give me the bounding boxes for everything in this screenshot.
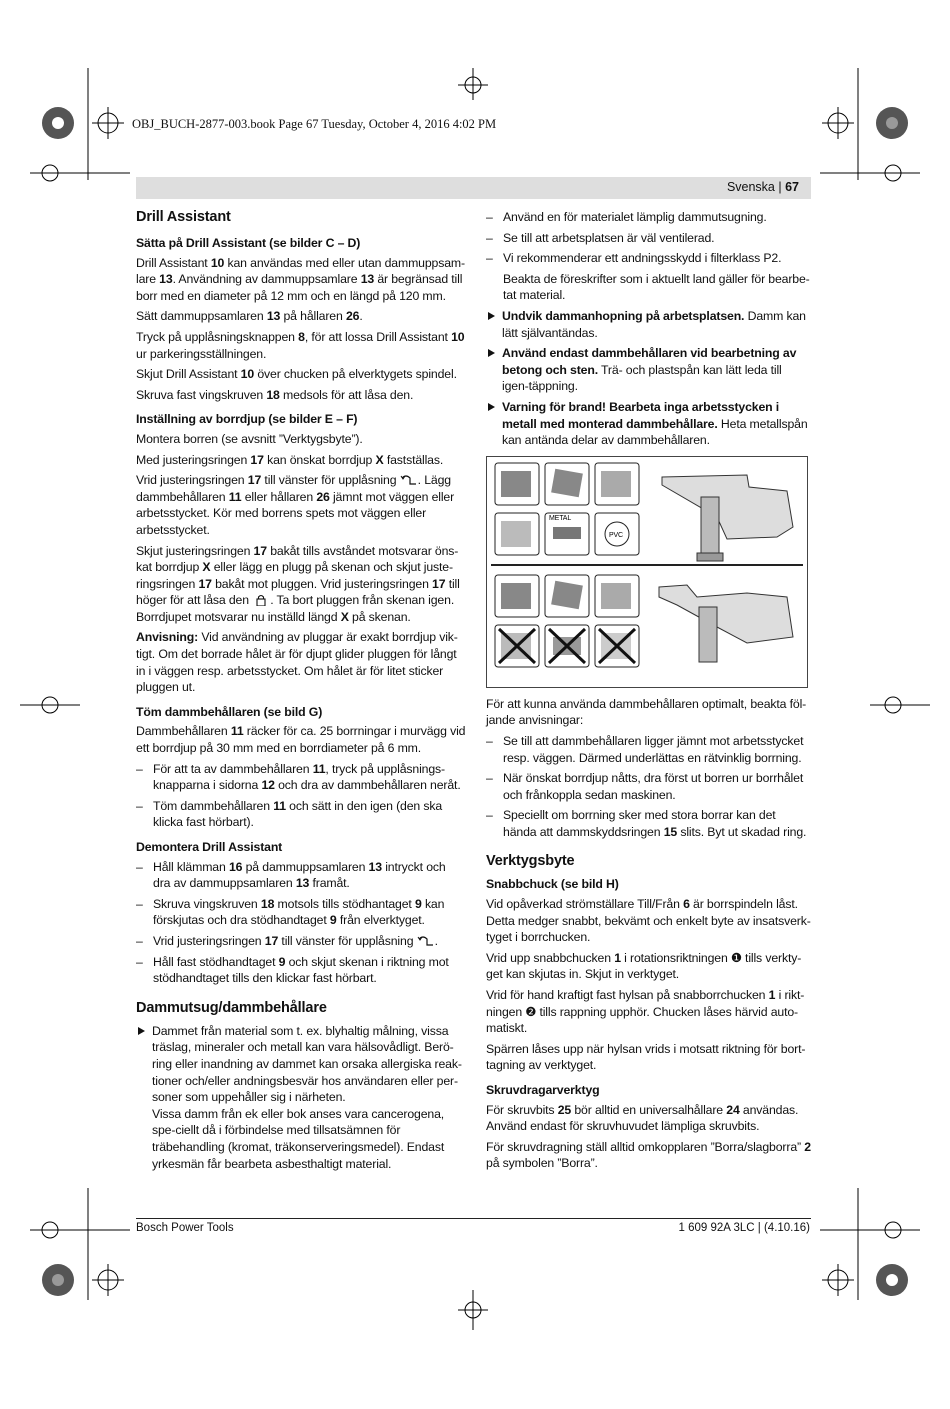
metal-label: METAL — [549, 514, 572, 522]
pvc-label: PVC — [609, 531, 623, 539]
paragraph: Vrid för hand kraftigt fast hylsan på snabborrchucken 1 i rikt-ningen ❷ tills rappning upphör. Chucken låses härvid auto-matiskt. — [486, 988, 805, 1036]
unlock-rotate-icon — [400, 474, 418, 486]
warning-item: Använd endast dammbehållaren vid bearbetning av betong och sten. Trä- och plastspån kan lätt leda till igen-täppning. — [486, 345, 811, 395]
footer-divider — [136, 1218, 811, 1219]
header-separator: | — [774, 180, 786, 194]
paragraph: Vrid justeringsringen 17 till vänster för upplåsning . Lägg dammbehållaren 11 eller hållaren 26 jämnt mot väggen eller arbetsstycket. Kör med borrens spets mot väggen eller arbetsstycket. — [136, 473, 455, 537]
heading-mount: Sätta på Drill Assistant (se bilder C – D) — [136, 236, 361, 250]
list-item: – Se till att dammbehållaren ligger jämnt mot arbetsstycket resp. väggen. Därmed underlättas en rätvinklig borrning. — [486, 733, 811, 766]
heading-screwdriver: Skruvdragarverktyg — [486, 1083, 600, 1097]
page-header-text — [727, 180, 799, 194]
warning-item: Undvik dammanhopning på arbetsplatsen. Damm kan lätt självantändas. — [486, 308, 811, 341]
list-item: – Se till att arbetsplatsen är väl ventilerad. — [486, 230, 811, 247]
paragraph: Skjut Drill Assistant 10 över chucken på elverktygets spindel. — [136, 367, 457, 382]
page-number: 67 — [785, 180, 799, 194]
list-item: – När önskat borrdjup nåtts, dra först ut borren ur borrhålet och frånkoppla sedan maskinen. — [486, 770, 811, 803]
footer-doc-number: 1 609 92A 3LC | (4.10.16) — [678, 1222, 810, 1234]
list-item: – Töm dammbehållaren 11 och sätt in den igen (den ska klicka fast hörbart). — [136, 798, 466, 831]
paragraph: Beakta de föreskrifter som i aktuellt land gäller för bearbe-tat material. — [503, 271, 810, 303]
paragraph: Vrid upp snabbchucken 1 i rotationsriktningen ❶ tills verkty-get kan skjutas in. Skjut in verktyget. — [486, 950, 802, 982]
list-item: – Håll fast stödhandtaget 9 och skjut skenan i riktning mot stödhandtaget tills den klickar fast hörbart. — [136, 954, 466, 987]
material-illustration — [486, 456, 808, 688]
paragraph: För skruvbits 25 bör alltid en universalhållare 24 användas. Använd endast för skruvhuvudet lämpliga skruvbits. — [486, 1102, 799, 1134]
heading-remove: Demontera Drill Assistant — [136, 840, 283, 854]
header-language: Svenska — [726, 180, 775, 194]
paragraph: Montera borren (se avsnitt ”Verktygsbyte”). — [136, 431, 363, 446]
unlock-rotate-icon — [417, 935, 435, 947]
left-column — [136, 208, 466, 1176]
paragraph: Sätt dammuppsamlaren 13 på hållaren 26. — [136, 309, 363, 324]
paragraph: Drill Assistant 10 kan användas med eller utan dammuppsam-lare 13. Användning av dammuppsamlare 13 är begränsad till borr med en diameter på 12 mm och en längd på 120 mm. — [136, 255, 465, 303]
paragraph: Skjut justeringsringen 17 bakåt tills avståndet motsvarar öns-kat borrdjup X eller lägg en plugg på skenan och skjut juste-ringsringen 17 bakåt mot pluggen. Vrid justeringsringen 17 till höger för att låsa den . Ta bort pluggen från skenan igen. Borrdjupet motsvarar nu inställd längd X på skenan. — [136, 543, 460, 624]
lock-icon — [252, 594, 270, 606]
illustration-svg — [487, 457, 807, 687]
paragraph-note: Anvisning: Vid användning av pluggar är exakt borrdjup vik-tigt. Om det borrade hålet är för djupt glider pluggen för långt in i väggen resp. arbetsstycket. Om hålet är för litet sticker pluggen ut. — [136, 630, 458, 695]
heading-quick-chuck: Snabbchuck (se bild H) — [486, 877, 619, 892]
paragraph: Skruva fast vingskruven 18 medsols för att låsa den. — [136, 387, 414, 402]
paragraph: Med justeringsringen 17 kan önskat borrdjup X fastställas. — [136, 452, 444, 467]
footer-brand: Bosch Power Tools — [136, 1222, 234, 1234]
right-column — [486, 209, 811, 1176]
list-item: – Speciellt om borrning sker med stora borrar kan det hända att dammskyddsringen 15 slits. Byt ut skadad ring. — [486, 807, 811, 840]
list-item: – Skruva vingskruven 18 motsols tills stödhantaget 9 kan förskjutas och dra stödhandtaget 9 från elverktyget. — [136, 896, 466, 929]
list-item: – Använd en för materialet lämplig dammutsugning. — [486, 209, 811, 226]
heading-tool-change: Verktygsbyte — [486, 853, 575, 870]
list-item: – Vrid justeringsringen 17 till vänster för upplåsning . — [136, 933, 466, 950]
heading-dust: Dammutsug/dammbehållare — [136, 999, 327, 1016]
paragraph: Dammbehållaren 11 räcker för ca. 25 borrningar i murvägg vid ett borrdjup på 30 mm med en borrdiameter på 6 mm. — [136, 724, 466, 756]
list-item: – Vi rekommenderar ett andningsskydd i filterklass P2. — [486, 250, 811, 267]
page-header — [136, 177, 811, 199]
paragraph: Vid opåverkad strömställare Till/Från 6 är borrspindeln låst. Detta medger snabbt, bekvämt och enkelt byte av insatsverk-tyget i borrchucken. — [486, 897, 811, 945]
heading-empty: Töm dammbehållaren (se bild G) — [136, 704, 323, 719]
paragraph: Spärren låses upp när hylsan vrids i motsatt riktning för bort-tagning av verktyget. — [486, 1041, 806, 1073]
warning-item: Varning för brand! Bearbeta inga arbetsstycken i metall med monterad dammbehållare. Heta metallspån kan antända delar av dammbehållaren. — [486, 399, 811, 449]
list-item: – För att ta av dammbehållaren 11, tryck på upplåsnings-knapparna i sidorna 12 och dra av dammbehållaren neråt. — [136, 761, 466, 794]
book-info: OBJ_BUCH-2877-003.book Page 67 Tuesday, October 4, 2016 4:02 PM — [132, 117, 497, 131]
paragraph: Tryck på upplåsningsknappen 8, för att lossa Drill Assistant 10 ur parkeringsställningen. — [136, 329, 465, 361]
list-item: – Håll klämman 16 på dammuppsamlaren 13 intryckt och dra av dammuppsamlaren 13 framåt. — [136, 859, 466, 892]
paragraph: För skruvdragning ställ alltid omkopplaren ”Borra/slagborra” 2 på symbolen ”Borra”. — [486, 1139, 811, 1171]
warning-item: Dammet från material som t. ex. blyhaltig målning, vissa träslag, mineraler och metall kan vara hälsovådligt. Berö-ring eller inandning av dammet kan orsaka allergiska reak-tioner och/eller andningsbesvär hos användaren eller per-soner som uppehåller sig i närheten. — [136, 1023, 466, 1106]
paragraph: För att kunna använda dammbehållaren optimalt, beakta föl-jande anvisningar: — [486, 696, 807, 728]
heading-drill-assistant: Drill Assistant — [136, 209, 231, 225]
warning-continued: Vissa damm från ek eller bok anses vara cancerogena, spe-ciellt då i förbindelse med tillsatsämnen för träbehandling (kromat, träkonserveringsmedel). Endast yrkesmän får bearbeta asbesthaltigt material. — [152, 1106, 445, 1171]
heading-depth: Inställning av borrdjup (se bilder E – F) — [136, 412, 358, 427]
